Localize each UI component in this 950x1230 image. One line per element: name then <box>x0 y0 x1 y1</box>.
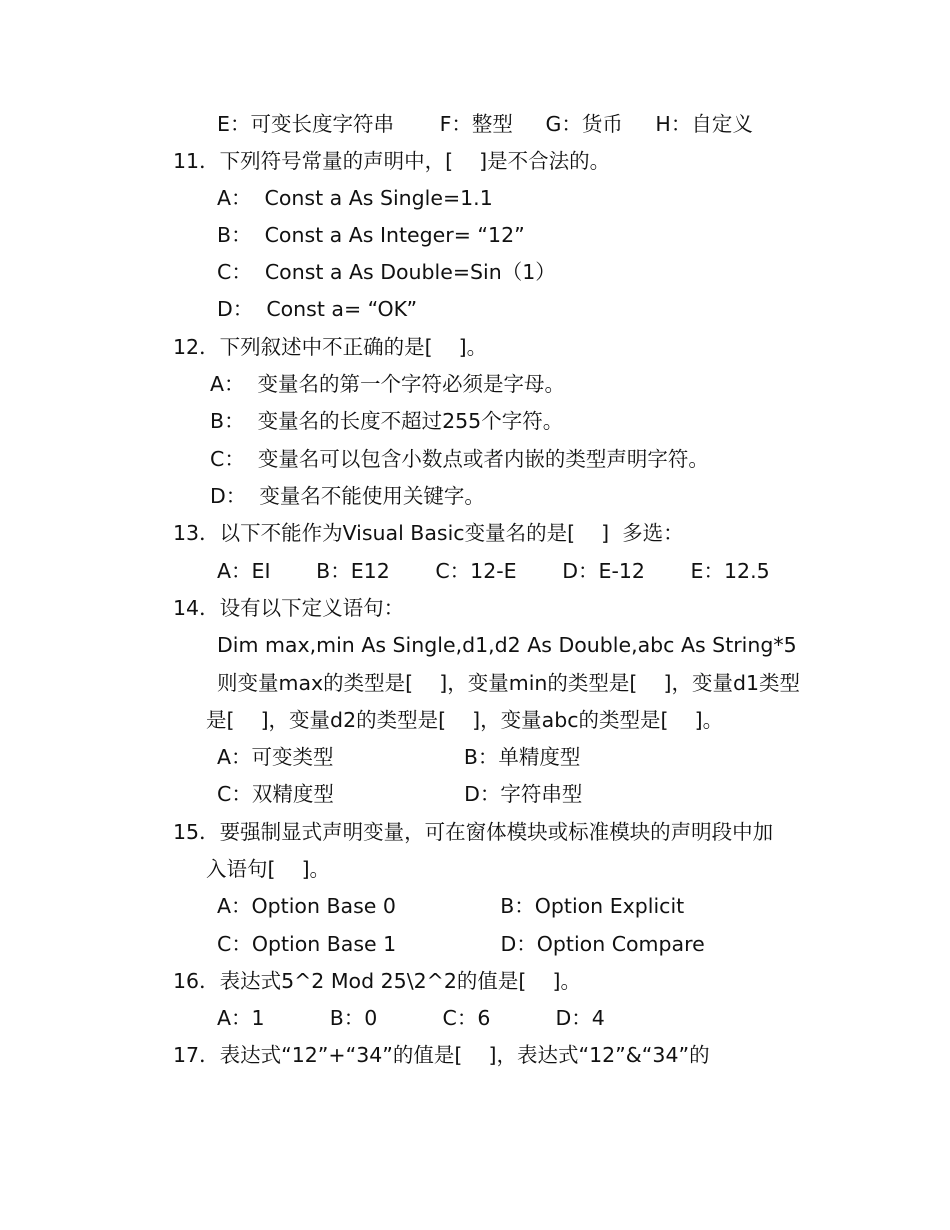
option-line: B： Const a As Integer= “12” <box>217 223 525 247</box>
option-line: A：1 B：0 C：6 D：4 <box>217 1006 605 1030</box>
option-line: C： 变量名可以包含小数点或者内嵌的类型声明字符。 <box>210 447 709 471</box>
option-line: C： Const a As Double=Sin（1） <box>217 260 556 284</box>
option-line: A：EI B：E12 C：12-E D：E-12 E：12.5 <box>217 559 770 583</box>
question-14: 14．设有以下定义语句： <box>173 596 405 620</box>
option-line: C：双精度型 D：字符串型 <box>217 782 583 806</box>
question-text: 入语句[ ]。 <box>206 857 331 881</box>
question-11: 11．下列符号常量的声明中，[ ]是不合法的。 <box>173 149 611 173</box>
option-line: E：可变长度字符串 F：整型 G：货币 H：自定义 <box>217 112 753 136</box>
option-line: C：Option Base 1 D：Option Compare <box>217 932 705 956</box>
question-12: 12．下列叙述中不正确的是[ ]。 <box>173 335 488 359</box>
option-line: B： 变量名的长度不超过255个字符。 <box>210 409 564 433</box>
question-text: 是[ ]，变量d2的类型是[ ]，变量abc的类型是[ ]。 <box>206 708 724 732</box>
question-17: 17．表达式“12”+“34”的值是[ ]，表达式“12”&“34”的 <box>173 1043 710 1067</box>
option-line: A：可变类型 B：单精度型 <box>217 745 581 769</box>
option-line: D： Const a= “OK” <box>217 297 418 321</box>
question-text: 则变量max的类型是[ ]，变量min的类型是[ ]，变量d1类型 <box>217 671 800 695</box>
option-line: D： 变量名不能使用关键字。 <box>210 484 485 508</box>
question-15: 15．要强制显式声明变量，可在窗体模块或标准模块的声明段中加 <box>173 820 774 844</box>
question-16: 16．表达式5^2 Mod 25\2^2的值是[ ]。 <box>173 969 581 993</box>
code-line: Dim max,min As Single,d1,d2 As Double,abc As String*5 <box>217 633 797 657</box>
option-line: A： 变量名的第一个字符必须是字母。 <box>210 372 566 396</box>
question-13: 13．以下不能作为Visual Basic变量名的是[ ] 多选： <box>173 521 684 545</box>
option-line: A： Const a As Single=1.1 <box>217 186 493 210</box>
option-line: A：Option Base 0 B：Option Explicit <box>217 894 685 918</box>
